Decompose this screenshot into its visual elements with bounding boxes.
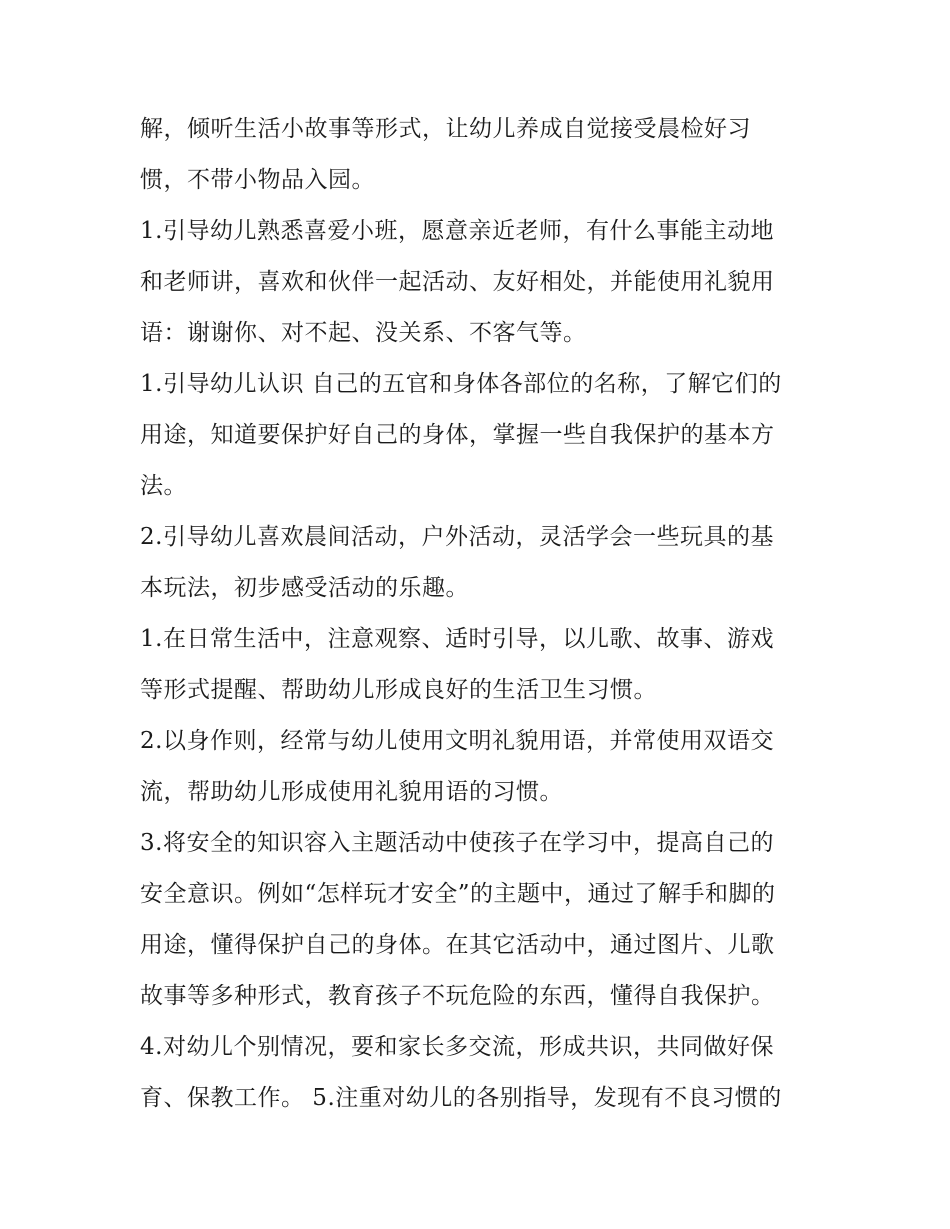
text-line: 和老师讲，喜欢和伙伴一起活动、友好相处，并能使用礼貌用	[140, 269, 775, 295]
text-line: 2.引导幼儿喜欢晨间活动，户外活动，灵活学会一些玩具的基	[140, 524, 774, 550]
text-line: 流，帮助幼儿形成使用礼貌用语的习惯。	[140, 779, 563, 805]
text-line: 2.以身作则，经常与幼儿使用文明礼貌用语，并常使用双语交	[140, 728, 774, 754]
text-line: 1.引导幼儿认识 自己的五官和身体各部位的名称，了解它们的	[140, 371, 782, 397]
text-line: 用途，懂得保护自己的身体。在其它活动中，通过图片、儿歌	[140, 932, 775, 958]
text-line: 用途，知道要保护好自己的身体，掌握一些自我保护的基本方	[140, 422, 775, 448]
text-line: 本玩法，初步感受活动的乐趣。	[140, 575, 469, 601]
text-line: 法。	[140, 473, 187, 499]
body-text	[140, 104, 820, 1124]
text-line: 语：谢谢你、对不起、没关系、不客气等。	[140, 320, 587, 346]
text-line: 惯，不带小物品入园。	[140, 167, 375, 193]
text-line: 1.引导幼儿熟悉喜爱小班，愿意亲近老师，有什么事能主动地	[140, 218, 774, 244]
text-line: 故事等多种形式，教育孩子不玩危险的东西，懂得自我保护。	[140, 983, 775, 1009]
text-line: 等形式提醒、帮助幼儿形成良好的生活卫生习惯。	[140, 677, 657, 703]
text-line: 安全意识。例如“怎样玩才安全”的主题中，通过了解手和脚的	[140, 881, 776, 907]
text-line: 解，倾听生活小故事等形式，让幼儿养成自觉接受晨检好习	[140, 116, 751, 142]
text-line: 4.对幼儿个别情况，要和家长多交流，形成共识，共同做好保	[140, 1034, 774, 1060]
text-line: 3.将安全的知识容入主题活动中使孩子在学习中，提高自己的	[140, 830, 774, 856]
text-line: 1.在日常生活中，注意观察、适时引导，以儿歌、故事、游戏	[140, 626, 774, 652]
text-line: 育、保教工作。 5.注重对幼儿的各别指导，发现有不良习惯的	[140, 1085, 782, 1111]
